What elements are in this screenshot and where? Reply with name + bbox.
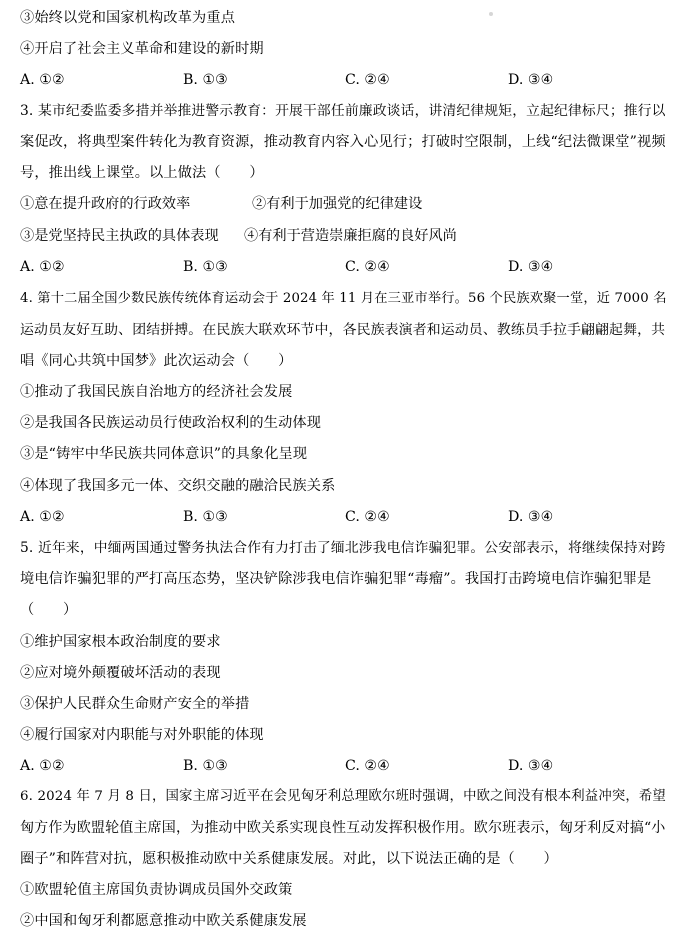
q4-stem-line-2: 运动员友好互助、团结拼搏。在民族大联欢环节中，各民族表演者和运动员、教练员手拉手翩翩起舞，共: [20, 322, 666, 338]
q4-option-1: ①推动了我国民族自治地方的经济社会发展: [20, 384, 293, 400]
q4-choice-a: A. ①②: [20, 509, 65, 525]
q2-choice-b: B. ①③: [183, 72, 228, 88]
q6-option-1: ①欧盟轮值主席国负责协调成员国外交政策: [20, 882, 293, 898]
q5-stem-line-1: 5. 近年来，中缅两国通过警务执法合作有力打击了缅北涉我电信诈骗犯罪。公安部表示，将继续保持对跨: [20, 540, 666, 556]
q5-option-1: ①维护国家根本政治制度的要求: [20, 634, 221, 650]
q6-stem-line-2: 匈方作为欧盟轮值主席国，为推动中欧关系实现良性互动发挥积极作用。欧尔班表示，匈牙利反对搞“小: [20, 820, 666, 836]
q3-choice-b: B. ①③: [183, 259, 228, 275]
q4-option-3: ③是“铸牢中华民族共同体意识”的具象化呈现: [20, 446, 308, 462]
q5-choice-a: A. ①②: [20, 758, 65, 774]
q5-choice-c: C. ②④: [345, 758, 390, 774]
q3-option-2: ②有利于加强党的纪律建设: [252, 196, 423, 212]
q5-choice-d: D. ③④: [508, 758, 554, 774]
q2-choice-c: C. ②④: [345, 72, 390, 88]
q2-choice-a: A. ①②: [20, 72, 65, 88]
q4-option-4: ④体现了我国多元一体、交织交融的融洽民族关系: [20, 478, 336, 494]
q5-option-2: ②应对境外颠覆破坏活动的表现: [20, 665, 221, 681]
q4-stem-line-3: 唱《同心共筑中国梦》此次运动会（ ）: [20, 353, 293, 369]
q3-choice-a: A. ①②: [20, 259, 65, 275]
q3-choice-d: D. ③④: [508, 259, 554, 275]
q4-choice-c: C. ②④: [345, 509, 390, 525]
q6-stem-line-3: 圈子”和阵营对抗，愿积极推动欧中关系健康发展。对此，以下说法正确的是（ ）: [20, 851, 558, 867]
q5-stem-line-2: 境电信诈骗犯罪的严打高压态势，坚决铲除涉我电信诈骗犯罪“毒瘤”。我国打击跨境电信诈骗犯罪是: [20, 571, 652, 587]
q4-stem-line-1: 4. 第十二届全国少数民族传统体育运动会于 2024 年 11 月在三亚市举行。56 个民族欢聚一堂，近 7000 名: [20, 291, 667, 306]
q3-option-4: ④有利于营造崇廉拒腐的良好风尚: [244, 228, 457, 244]
q3-stem-line-1: 3. 某市纪委监委多措并举推进警示教育：开展干部任前廉政谈话，讲清纪律规矩，立起纪律标尺；推行以: [20, 103, 666, 119]
q3-option-1: ①意在提升政府的行政效率: [20, 196, 191, 212]
q5-option-4: ④履行国家对内职能与对外职能的体现: [20, 727, 264, 743]
q3-choice-c: C. ②④: [345, 259, 390, 275]
q5-option-3: ③保护人民群众生命财产安全的举措: [20, 696, 250, 712]
q5-stem-line-3: （ ）: [20, 602, 78, 618]
q3-stem-line-2: 案促改，将典型案件转化为教育资源，推动教育内容入心见行；打破时空限制，上线“纪法微课堂”视频: [20, 134, 666, 150]
q6-stem-line-1: 6. 2024 年 7 月 8 日，国家主席习近平在会见匈牙利总理欧尔班时强调，中欧之间没有根本利益冲突，希望: [20, 789, 666, 804]
q2-option-4: ④开启了社会主义革命和建设的新时期: [20, 41, 264, 57]
q3-option-3: ③是党坚持民主执政的具体表现: [20, 228, 219, 244]
q6-option-2: ②中国和匈牙利都愿意推动中欧关系健康发展: [20, 913, 307, 929]
q2-option-3: ③始终以党和国家机构改革为重点: [20, 10, 236, 26]
q5-choice-b: B. ①③: [183, 758, 228, 774]
q4-option-2: ②是我国各民族运动员行使政治权利的生动体现: [20, 415, 322, 431]
q3-stem-line-3: 号，推出线上课堂。以上做法（ ）: [20, 165, 264, 181]
q4-choice-b: B. ①③: [183, 509, 228, 525]
q4-choice-d: D. ③④: [508, 509, 554, 525]
q2-choice-d: D. ③④: [508, 72, 554, 88]
